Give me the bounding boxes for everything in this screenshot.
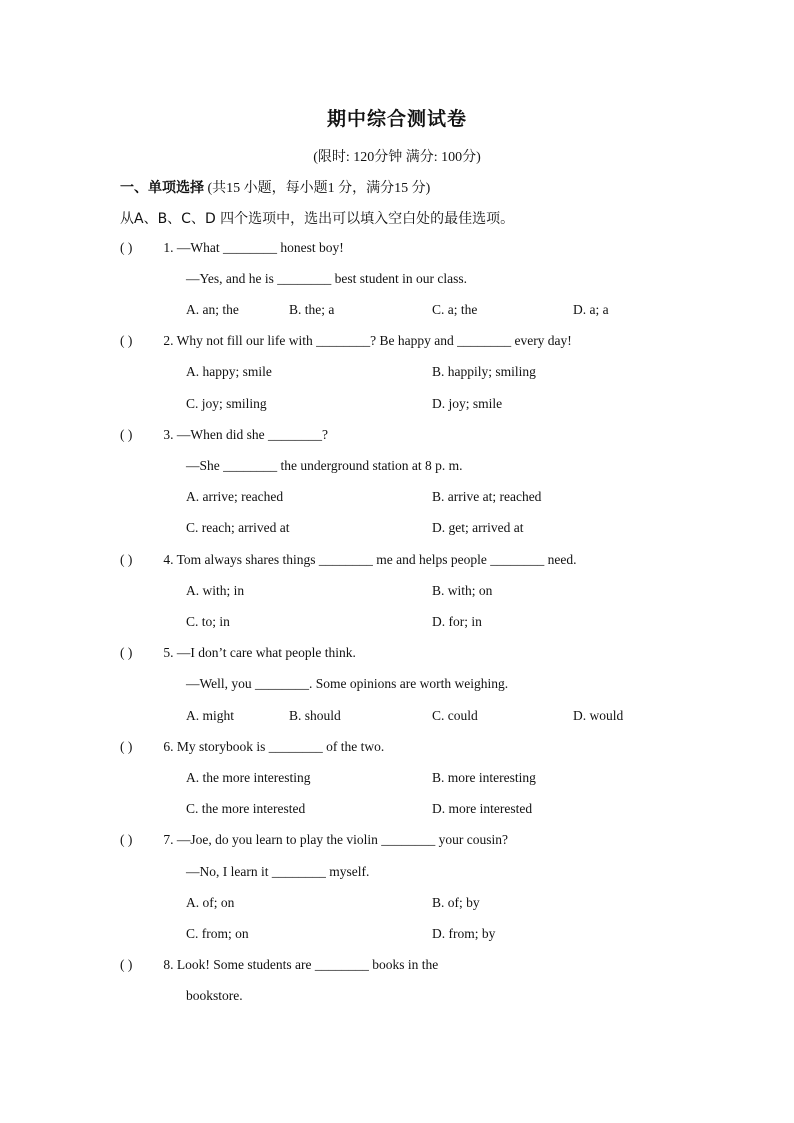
option-a: A. the more interesting <box>186 770 311 785</box>
question-6 <box>120 737 384 757</box>
answer-paren[interactable]: ( ) <box>120 739 133 754</box>
question-stem: 4. Tom always shares things ________ me and helps people ________ need. <box>160 552 577 567</box>
question-1-reply: —Yes, and he is ________ best student in our class. <box>186 271 467 286</box>
question-8-continuation: bookstore. <box>186 988 243 1003</box>
section-detail: (共15 小题，每小题1 分，满分15 分) <box>204 181 431 196</box>
page-title: 期中综合测试卷 <box>326 108 467 130</box>
option-a: A. might <box>186 708 235 723</box>
question-stem: 1. —What ________ honest boy! <box>160 240 344 255</box>
option-d: D. joy; smile <box>432 396 503 411</box>
option-b: B. happily; smiling <box>432 364 536 379</box>
option-a: A. of; on <box>186 895 235 910</box>
option-b: B. with; on <box>432 583 493 598</box>
answer-paren[interactable]: ( ) <box>120 552 133 567</box>
question-3-reply: —She ________ the underground station at 8 p. m. <box>186 458 463 473</box>
section-instruction: 从A、B、C、D 四个选项中，选出可以填入空白处的最佳选项。 <box>120 211 515 227</box>
section-title: 一、单项选择 <box>120 180 204 196</box>
option-a: A. an; the <box>186 302 239 317</box>
option-a: A. arrive; reached <box>186 489 284 504</box>
option-c: C. the more interested <box>186 801 306 816</box>
answer-paren[interactable]: ( ) <box>120 333 133 348</box>
question-5 <box>120 643 356 663</box>
option-d: D. for; in <box>432 614 482 629</box>
option-a: A. happy; smile <box>186 364 272 379</box>
option-b: B. should <box>289 708 341 723</box>
option-d: D. more interested <box>432 801 533 816</box>
option-b: B. more interesting <box>432 770 536 785</box>
question-stem: 5. —I don’t care what people think. <box>160 645 356 660</box>
question-5-reply: —Well, you ________. Some opinions are worth weighing. <box>186 676 509 691</box>
question-7-reply: —No, I learn it ________ myself. <box>186 864 370 879</box>
option-c: C. to; in <box>186 614 230 629</box>
option-b: B. of; by <box>432 895 480 910</box>
question-stem: 3. —When did she ________? <box>160 427 328 442</box>
section-heading <box>120 177 430 197</box>
option-a: A. with; in <box>186 583 245 598</box>
question-stem: 6. My storybook is ________ of the two. <box>160 739 385 754</box>
question-4 <box>120 550 577 570</box>
question-8 <box>120 955 438 975</box>
answer-paren[interactable]: ( ) <box>120 645 133 660</box>
option-c: C. a; the <box>432 302 478 317</box>
question-1 <box>120 238 344 258</box>
option-b: B. arrive at; reached <box>432 489 542 504</box>
question-stem: 2. Why not fill our life with ________? Be happy and ________ every day! <box>160 333 572 348</box>
option-d: D. get; arrived at <box>432 520 524 535</box>
option-c: C. from; on <box>186 926 249 941</box>
option-b: B. the; a <box>289 302 335 317</box>
option-d: D. from; by <box>432 926 496 941</box>
question-2 <box>120 331 572 351</box>
option-c: C. reach; arrived at <box>186 520 290 535</box>
option-c: C. joy; smiling <box>186 396 267 411</box>
page-subtitle: (限时: 120分钟 满分: 100分) <box>313 150 481 165</box>
question-3 <box>120 425 328 445</box>
question-stem: 8. Look! Some students are ________ books in the <box>160 957 439 972</box>
option-c: C. could <box>432 708 478 723</box>
option-d: D. would <box>573 708 624 723</box>
answer-paren[interactable]: ( ) <box>120 427 133 442</box>
question-stem: 7. —Joe, do you learn to play the violin ________ your cousin? <box>160 832 508 847</box>
answer-paren[interactable]: ( ) <box>120 240 133 255</box>
answer-paren[interactable]: ( ) <box>120 832 133 847</box>
option-d: D. a; a <box>573 302 609 317</box>
answer-paren[interactable]: ( ) <box>120 957 133 972</box>
question-7 <box>120 830 508 850</box>
